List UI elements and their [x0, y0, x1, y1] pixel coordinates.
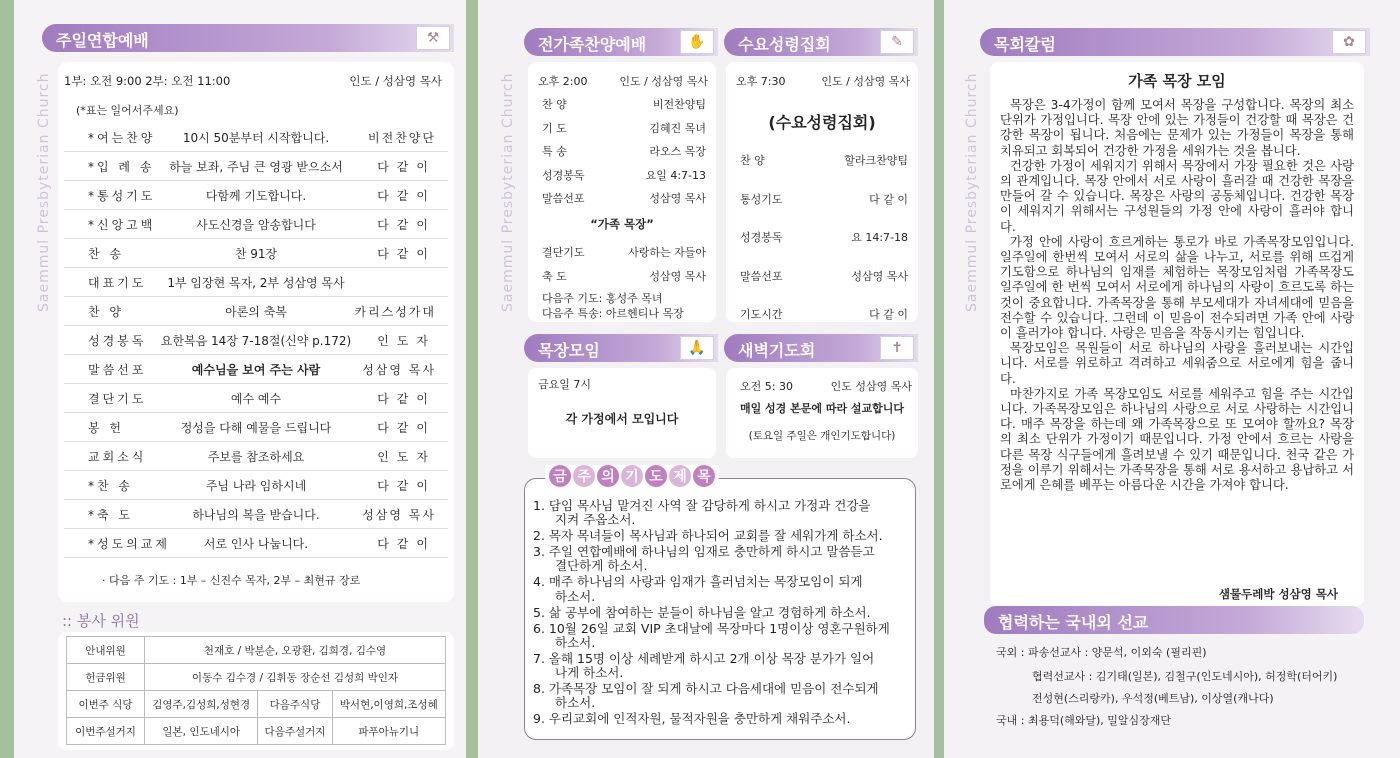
order-row — [64, 384, 448, 413]
stand-note: (*표는 일어서주세요) — [76, 104, 179, 117]
order-item: 말씀선포 — [88, 362, 147, 377]
order-item: 교회소식 — [88, 449, 147, 464]
pencil-icon: ✎ — [880, 30, 914, 54]
role-cell: 다음주식당 — [258, 691, 332, 718]
missions-domestic: 국내 : 최용덕(해와달), 밀알심장재단 — [996, 714, 1172, 727]
column-title: 목회칼럼 — [994, 35, 1056, 54]
role-cell: 이번주설거지 — [67, 718, 145, 745]
order-content: 찬 91장 — [234, 246, 278, 261]
prayer-title-char: 제 — [669, 465, 691, 487]
table-row — [67, 691, 446, 718]
order-person: 다 같 이 — [869, 308, 908, 321]
order-content: 주보를 참조하세요 — [207, 449, 305, 464]
table-row — [67, 637, 446, 664]
order-item: 찬 송 — [88, 246, 124, 261]
sunday-time: 1부: 오전 9:00 2부: 오전 11:00 — [64, 74, 231, 88]
hands-icon: ✋ — [680, 30, 714, 54]
wednesday-heading: (수요성령집회) — [768, 113, 876, 132]
dawn-leader: 인도 성삼영 목사 — [830, 380, 912, 393]
order-row — [64, 413, 448, 442]
missions-overseas: 국외 : 파송선교사 : 양문석, 이외숙 (필리핀) — [996, 646, 1207, 659]
order-person: 사랑하는 자들아 — [628, 246, 706, 259]
order-content: 10시 50분부터 시작합니다. — [182, 130, 330, 145]
order-person: 다같이 — [377, 420, 436, 435]
order-item: 성경봉독 — [740, 231, 783, 244]
prayer-item-line: 하소서. — [555, 588, 596, 604]
prayer-item-line: 8. 가족목장 모임이 잘 되게 하시고 다음세대에 믿음이 전수되게 — [533, 681, 879, 696]
panel-middle — [478, 0, 934, 758]
column-paragraph: 목장은 3-4가정이 함께 모여서 목장을 구성합니다. 목장의 최소단위가 가정입니다. 목장 안에 있는 가정들이 건강할 때 목장은 건강한 목장이 됩니다. 처음에는 문제가 있는 가정들이 목장을 통해 치유되고 회복되어 건강한 가정을 세워가는 것을 봅니다. — [1000, 98, 1354, 158]
order-person: 다같이 — [377, 188, 436, 203]
order-item: *입 례 송 — [88, 159, 155, 174]
order-person: 다같이 — [377, 217, 436, 232]
order-row — [64, 326, 448, 355]
order-person: 성삼영 목사 — [649, 269, 706, 283]
order-item: *축 도 — [88, 507, 133, 522]
order-item: 결단기도 — [542, 246, 585, 259]
prayer-title-char: 주 — [573, 465, 595, 487]
order-item: 특 송 — [542, 145, 567, 158]
order-person: 비전찬양팀 — [652, 98, 706, 111]
order-row — [64, 355, 448, 384]
order-item: *성도의교제 — [88, 536, 170, 551]
order-person: 카리스성가대 — [354, 304, 436, 319]
order-row — [64, 152, 448, 181]
column-paragraph: 목장모임은 목원들이 서로 하나님의 사랑을 흘러보내는 시간입니다. 서로를 위로하고 격려하고 세워줌으로 서로에게 힘을 줍니다. — [1000, 341, 1354, 386]
order-item: 성경봉독 — [542, 168, 585, 182]
order-item: 기도시간 — [740, 308, 783, 321]
cell-day: 금요일 7시 — [538, 378, 591, 391]
order-person: 다같이 — [377, 391, 436, 406]
order-person: 요 14:7-18 — [851, 231, 908, 244]
cell-title: 목장모임 — [538, 341, 600, 360]
order-item: 통성기도 — [740, 192, 783, 206]
order-item: *찬 송 — [88, 478, 133, 493]
role-cell: 안내위원 — [67, 637, 145, 664]
cell-box — [528, 368, 716, 458]
panel-left — [14, 0, 466, 758]
order-content: 아론의 축복 — [225, 304, 287, 319]
prayer-item-line: 3. 주일 연합예배에 하나님의 임재로 충만하게 하시고 말씀듣고 — [533, 544, 875, 560]
prayer-item-line: 1. 담임 목사님 맡겨진 사역 잘 감당하게 하시고 가정과 건강을 — [533, 498, 871, 513]
dawn-title: 새벽기도회 — [738, 341, 816, 360]
family-leader: 인도 / 성삼영 목사 — [619, 75, 708, 88]
order-row — [64, 210, 448, 239]
order-row — [64, 297, 448, 326]
role-cell: 이번주 식당 — [67, 691, 145, 718]
section-header-family — [524, 28, 718, 56]
family-time: 오후 2:00 — [538, 75, 588, 88]
dawn-text: 매일 성경 본문에 따라 설교합니다 — [739, 402, 905, 415]
order-row — [64, 268, 448, 297]
missions-partners: 협력선교사 : 김기태(일본), 김철구(인도네시아), 허정학(터어키) — [1032, 670, 1338, 683]
sunday-order-box — [58, 62, 454, 602]
family-sermon: “가족 목장” — [590, 217, 654, 231]
order-content: 서로 인사 나눕니다. — [203, 536, 309, 551]
family-next-prayer: 다음주 기도: 홍성주 목녀 — [542, 292, 663, 305]
column-paragraph: 마찬가지로 가족 목장모임도 서로를 세워주고 힘을 주는 시간입니다. 가족목장모임은 하나님의 사랑으로 서로 사랑하는 시간입니다. 매주 목장을 하는데 왜 가족목장으로 또 모여야 할까요? 목장의 최소 단위가 가정이기 때문입니다. 가정 안에서 흐르는 사랑을 다른 목장 식구들에게 흘려보낼 수 있기 때문입니다. 천국 같은 가정을 이루기 위해서는 가족목장을 통해 서로 용서하고 용납하고 서로에게 은혜를 베푸는 아름다운 시간을 가져야 합니다. — [1000, 386, 1354, 493]
table-row — [67, 718, 446, 745]
section-header-column — [980, 28, 1370, 56]
order-row — [64, 239, 448, 268]
order-person: 성삼영 목사 — [851, 269, 908, 283]
volunteers-box — [58, 632, 454, 750]
order-item: 찬 양 — [542, 98, 567, 111]
prayer-item-line: 7. 올해 15명 이상 세례받게 하시고 2개 이상 목장 분가가 일어 — [533, 650, 875, 666]
order-row — [64, 529, 448, 558]
order-person: 성삼영 목사 — [362, 507, 436, 522]
order-item: 성경봉독 — [88, 333, 147, 348]
prayer-title-char: 의 — [597, 465, 619, 487]
sunday-title: 주일연합예배 — [56, 31, 149, 50]
order-item: 대표기도 — [88, 275, 147, 290]
prayer-topics-box — [524, 469, 916, 740]
sunday-leader: 인도 / 성삼영 목사 — [349, 74, 442, 88]
wednesday-leader: 인도 / 성삼영 목사 — [821, 75, 910, 88]
section-header-missions — [984, 606, 1364, 634]
order-content: 정성을 다해 예물을 드립니다 — [180, 420, 332, 435]
order-person: 다같이 — [377, 536, 436, 551]
order-row — [64, 123, 448, 152]
church-watermark: Saemmul Presbyterian Church — [500, 72, 516, 312]
column-paragraph: 건강한 가정이 세워지기 위해서 목장에서 가장 필요한 것은 사랑의 관계입니다. 목장 안에서 서로 사랑이 흘러갈 때 건강한 목장을 만들어 갈 수 있습니다. 목장은 사랑의 공동체입니다. 건강한 목장이 세워지기 위해서는 구성원들의 가정 안에 사랑이 흘러야 합니다. — [1000, 158, 1354, 234]
order-person: 다 같 이 — [869, 192, 908, 206]
prayer-item-line: 2. 목자 목녀들이 목사님과 하나되어 교회를 잘 세워가게 하소서. — [533, 528, 883, 544]
role-cell: 다음주설거지 — [258, 718, 332, 745]
order-item: 찬 양 — [740, 154, 765, 167]
names-cell: 파푸아뉴기니 — [332, 718, 445, 745]
column-body — [1000, 98, 1354, 493]
missions-title: 협력하는 국내외 선교 — [998, 613, 1149, 632]
missions-partners-2: 전성현(스리랑카), 우석정(베트남), 이상열(캐나다) — [1032, 692, 1274, 705]
section-header-wednesday — [724, 28, 918, 56]
order-person: 성삼영 목사 — [362, 362, 436, 377]
dawn-time: 오전 5: 30 — [740, 380, 793, 393]
prayer-title-char: 기 — [621, 465, 643, 487]
column-paragraph: 가정 안에 사랑이 흐르게하는 통로가 바로 가족목장모임입니다. 일주일에 한번씩 모여서 서로의 삶을 나누고, 서로를 위해 뜨겁게 기도함으로 하나님의 임재를 체험하는 목장모임처럼 가족목장도 일주일에 한 번씩 모여서 서로에게 하나님의 사랑이 흐르도록 하는 것이 중요합니다. 가족목장을 통해 부모세대가 자녀세대에 믿음을 전수할 수 있습니다. 그런데 이 믿음이 전수되려면 가족 안에 사랑이 흘러가야 합니다. 사랑은 믿음을 작동시키는 힘입니다. — [1000, 234, 1354, 341]
order-item: 찬 양 — [88, 304, 124, 319]
order-item: *통성기도 — [88, 188, 156, 203]
order-person: 다같이 — [377, 478, 436, 493]
panel-right — [944, 0, 1400, 758]
order-row — [64, 500, 448, 529]
order-item: *여는찬양 — [88, 130, 156, 145]
order-item: 결단기도 — [88, 391, 147, 406]
order-person: 다같이 — [377, 246, 436, 261]
order-person: 성삼영 목사 — [649, 192, 706, 205]
prayer-item-line: 5. 삶 공부에 참여하는 분들이 하나님을 알고 경험하게 하소서. — [533, 604, 871, 620]
order-person: 할라크찬양팀 — [844, 154, 908, 167]
column-signature: 샘물두레박 성삼영 목사 — [1218, 587, 1338, 601]
order-content: 주님 나라 임하시네 — [205, 478, 307, 493]
section-header-sunday — [42, 24, 454, 52]
order-row — [64, 471, 448, 500]
order-content: 하늘 보좌, 주님 큰 영광 받으소서 — [169, 159, 343, 174]
order-item: 축 도 — [542, 269, 567, 283]
volunteers-table — [66, 636, 446, 745]
order-item: 말씀선포 — [542, 192, 585, 205]
order-item: 봉 헌 — [88, 420, 124, 435]
prayer-title-char: 목 — [693, 465, 715, 487]
prayer-item-line: 9. 우리교회에 인적자원, 물적자원을 충만하게 채워주소서. — [533, 711, 851, 727]
volunteers-title: :: 봉사 위원 — [62, 612, 140, 630]
church-watermark: Saemmul Presbyterian Church — [964, 72, 980, 312]
section-header-dawn — [724, 334, 918, 362]
order-item: 기 도 — [542, 121, 567, 135]
names-cell: 이동수 김수경 / 김휘동 장순선 김성희 박인자 — [145, 664, 446, 691]
wednesday-time: 오후 7:30 — [736, 75, 786, 88]
names-cell: 천재호 / 박분순, 오광환, 김희경, 김수영 — [145, 637, 446, 664]
prayer-hands-icon: 🙏 — [680, 336, 714, 360]
cell-text: 각 가정에서 모입니다 — [565, 412, 679, 426]
order-content: 하나님의 복을 받습니다. — [192, 507, 320, 522]
role-cell: 헌금위원 — [67, 664, 145, 691]
order-person: 인도자 — [377, 333, 436, 348]
order-person: 인도자 — [377, 449, 436, 464]
church-watermark: Saemmul Presbyterian Church — [36, 72, 52, 312]
order-content: 요한복음 14장 7-18절(신약 p.172) — [160, 333, 352, 348]
cross-icon: ✝ — [880, 336, 914, 360]
next-week-prayer: · 다음 주 기도 : 1부 – 신진수 목자, 2부 – 최현규 장로 — [102, 574, 361, 587]
names-cell: 박서현,이영희,조성혜 — [332, 691, 445, 718]
prayer-title-char: 도 — [645, 465, 667, 487]
prayer-item-line: 지켜 주옵소서. — [555, 512, 636, 528]
order-person: 요일 4:7-13 — [645, 168, 706, 182]
prayer-item-line: 4. 매주 하나님의 사랑과 임재가 흘러넘치는 목장모임이 되게 — [533, 574, 863, 590]
prayer-item-line: 하소서. — [555, 634, 596, 650]
prayer-item-line: 6. 10월 26일 교회 VIP 초대날에 목장마다 1명이상 영혼구원하게 — [533, 620, 890, 636]
order-content: 다함께 기도합니다. — [205, 188, 307, 203]
order-person: 김혜진 목녀 — [649, 121, 706, 135]
order-item: *신앙고백 — [88, 217, 156, 232]
prayer-title — [545, 465, 719, 491]
order-content: 사도신경을 암송합니다 — [196, 217, 316, 232]
order-person: 라오스 목장 — [649, 145, 706, 158]
table-row — [67, 664, 446, 691]
names-cell: 김영주,김성희,성현경 — [145, 691, 258, 718]
prayer-item-line: 나게 하소서. — [555, 665, 624, 680]
order-row — [64, 181, 448, 210]
order-content: 예수 예수 — [230, 391, 282, 406]
order-person: 다같이 — [377, 159, 436, 174]
prayer-item-line: 하소서. — [555, 695, 596, 711]
dawn-box — [726, 368, 918, 458]
wednesday-box — [726, 62, 918, 322]
dawn-note: (토요일 주일은 개인기도합니다) — [748, 430, 896, 442]
order-item: 말씀선포 — [740, 269, 783, 283]
flower-icon: ✿ — [1332, 30, 1366, 54]
prayer-item-line: 결단하게 하소서. — [555, 558, 648, 574]
gavel-icon: ⚒ — [416, 26, 450, 50]
order-content: 예수님을 보여 주는 사람 — [191, 362, 321, 377]
names-cell: 일본, 인도네시아 — [145, 718, 258, 745]
order-of-worship — [64, 123, 448, 558]
wednesday-title: 수요성령집회 — [738, 35, 831, 54]
order-person: 비전찬양단 — [368, 130, 436, 145]
family-title: 전가족찬양예배 — [538, 35, 647, 54]
family-worship-box — [528, 62, 716, 322]
order-row — [64, 442, 448, 471]
order-content: 1부 임장현 목자, 2부 성삼영 목사 — [167, 275, 345, 290]
section-header-cell — [524, 334, 718, 362]
family-next-special: 다음주 특송: 아르헨티나 목장 — [542, 307, 684, 320]
column-box — [990, 62, 1364, 606]
column-heading: 가족 목장 모임 — [1128, 72, 1226, 90]
prayer-title-char: 금 — [549, 465, 571, 487]
